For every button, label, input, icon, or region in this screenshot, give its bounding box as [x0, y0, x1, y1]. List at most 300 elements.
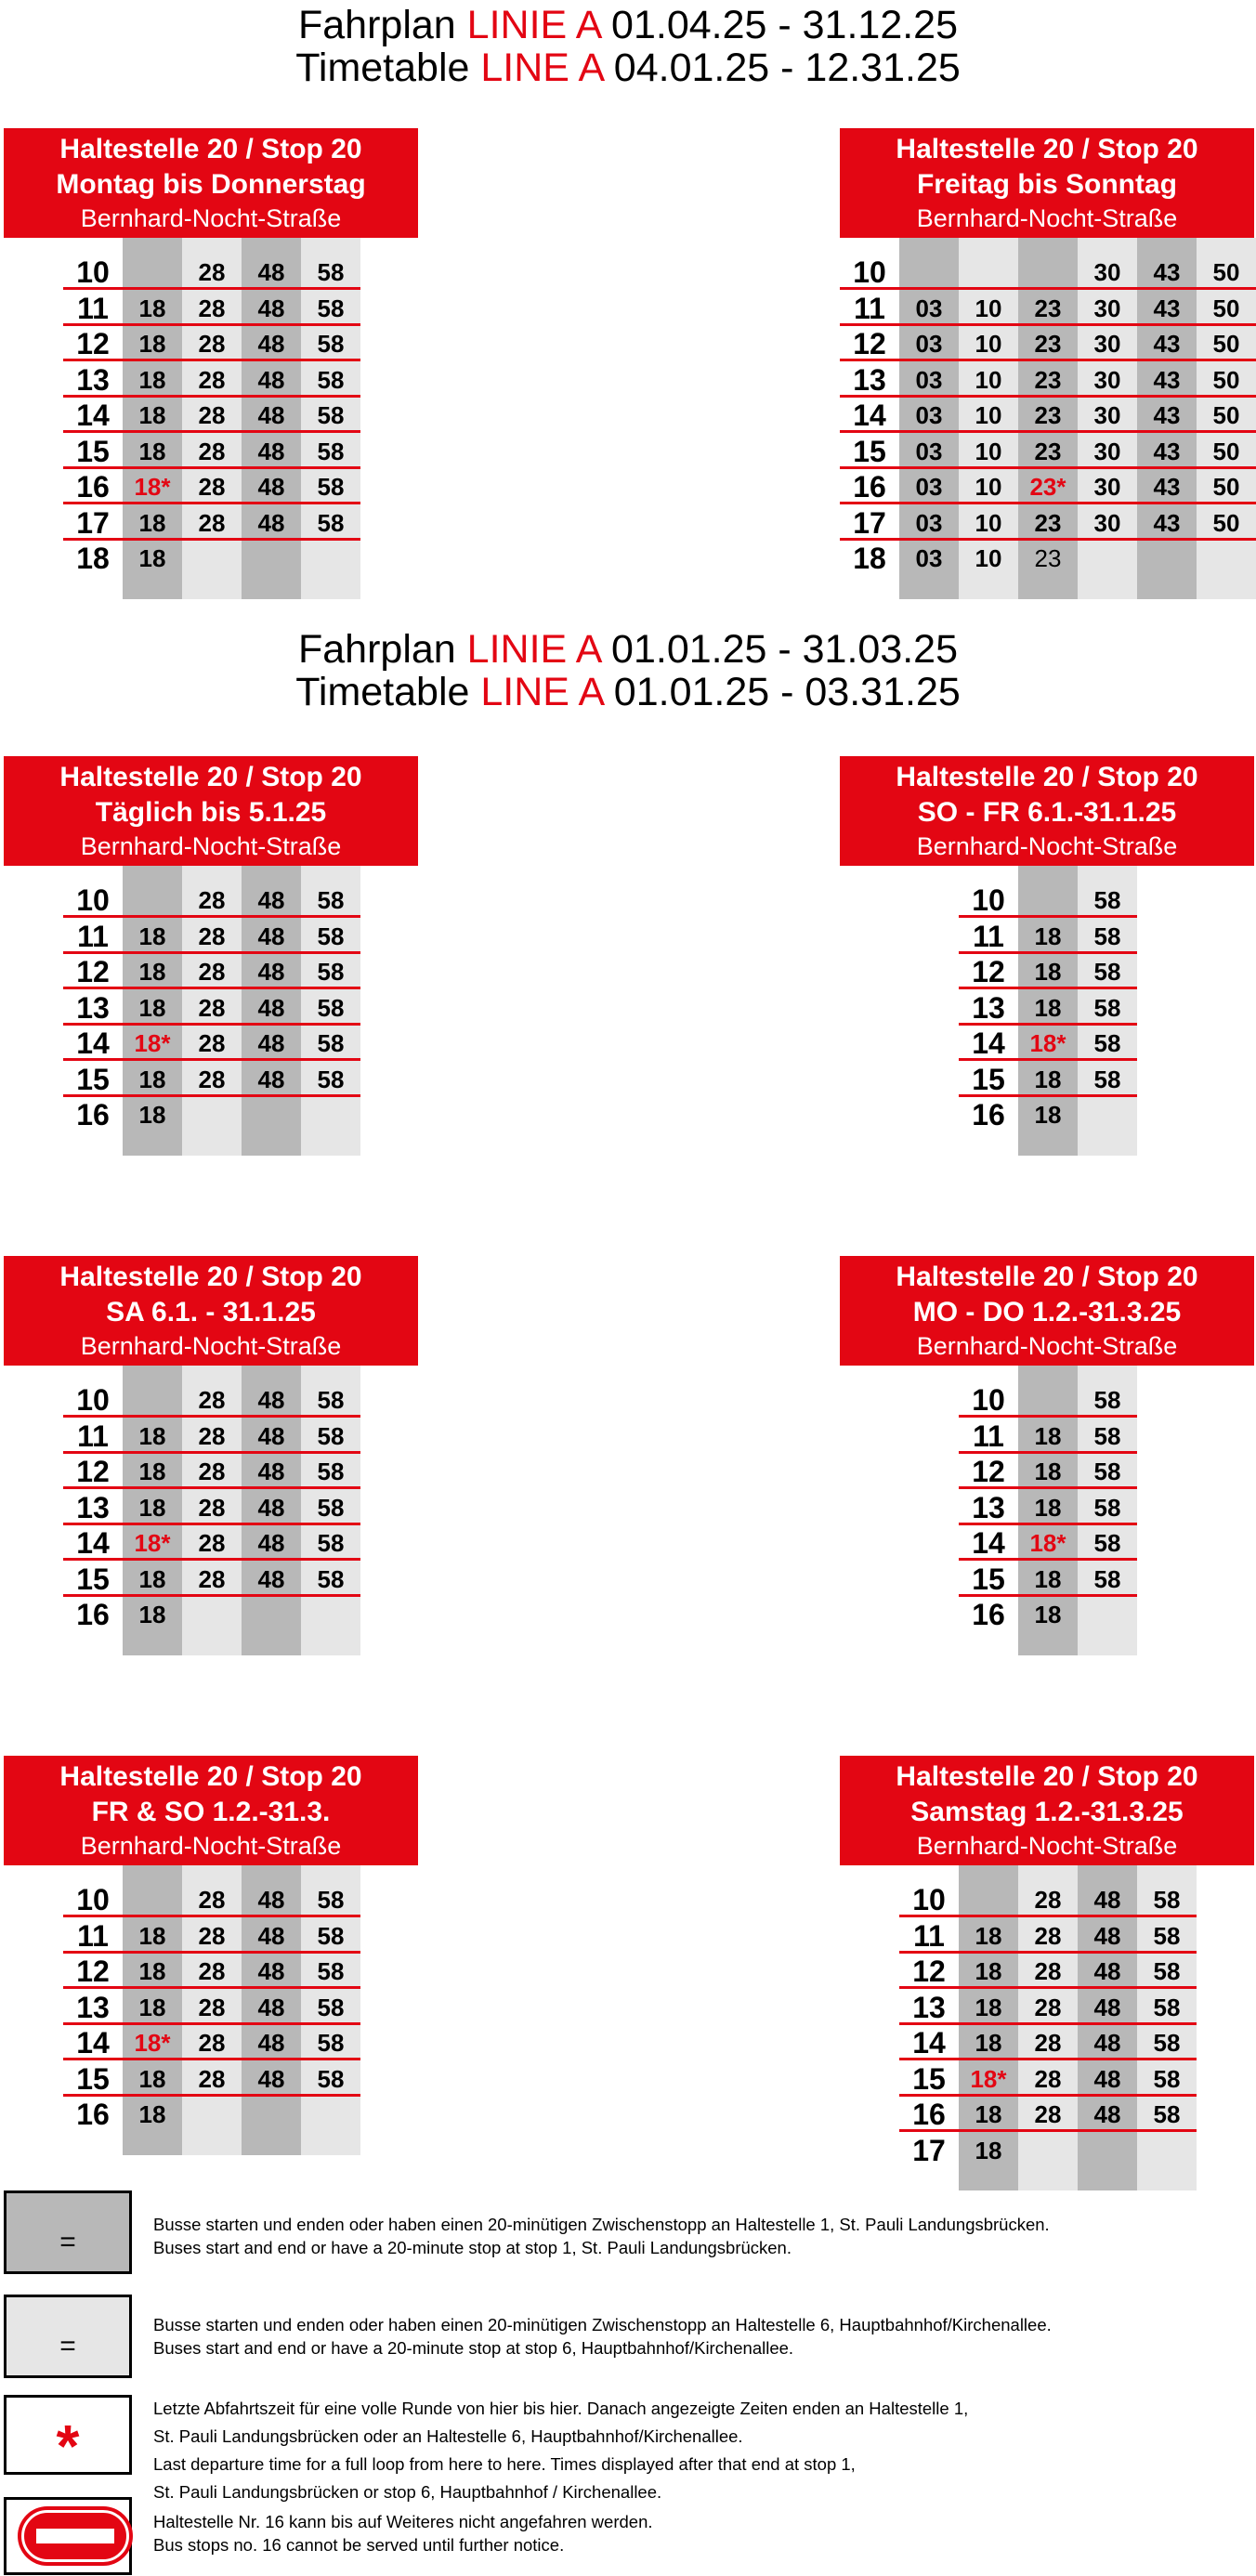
equals-sign: =	[59, 2331, 76, 2361]
header-l2: Montag bis Donnerstag	[56, 169, 366, 200]
timetable-row	[63, 1382, 360, 1418]
legend-asterisk-box	[4, 2395, 132, 2479]
departure-minute: 28	[198, 922, 226, 950]
departure-minute: 28	[1034, 2029, 1062, 2057]
departure-minute: 48	[1093, 1957, 1121, 1985]
header-l3: Bernhard-Nocht-Straße	[916, 832, 1178, 860]
timetable-row	[63, 1525, 360, 1561]
departure-minute: 18	[138, 544, 166, 572]
departure-minute: 30	[1093, 330, 1121, 358]
timetable-row	[959, 919, 1137, 954]
timetable-row	[899, 2097, 1197, 2132]
departure-minute: 10	[975, 365, 1002, 394]
hour-label: 14	[76, 399, 110, 432]
header-l3: Bernhard-Nocht-Straße	[916, 204, 1178, 232]
departure-minute: 50	[1212, 365, 1240, 394]
timetable-row	[63, 505, 360, 541]
timetable-row	[899, 2133, 1197, 2168]
timetable-row	[63, 398, 360, 433]
departure-minute: 28	[198, 473, 226, 501]
stop-header	[4, 1256, 418, 1366]
departure-minute: 18	[138, 294, 166, 322]
timetable-row	[840, 398, 1256, 433]
hour-label: 14	[76, 2026, 110, 2059]
header-l1: Haltestelle 20 / Stop 20	[896, 762, 1198, 792]
departure-minute: 58	[1093, 1564, 1121, 1593]
departure-minute: 23	[1034, 330, 1062, 358]
departure-minute: 58	[317, 258, 345, 286]
timetable-row	[959, 1454, 1137, 1489]
departure-minute: 58	[317, 401, 345, 429]
legend-asterisk-text	[153, 2395, 968, 2506]
departure-minute: 58	[317, 922, 345, 950]
departure-minute: 58	[1093, 922, 1121, 950]
hour-label: 16	[912, 2098, 946, 2131]
hour-label: 11	[77, 1419, 109, 1453]
departure-minute: 03	[915, 294, 943, 322]
hour-label: 13	[853, 362, 886, 397]
timetable-row	[959, 1597, 1137, 1632]
departure-minute: 58	[1093, 1421, 1121, 1450]
hour-label: 13	[972, 1490, 1005, 1524]
departure-minute: 58	[1153, 2029, 1181, 2057]
departure-minute: 18	[1034, 1601, 1062, 1628]
departure-minute: 10	[975, 544, 1002, 572]
departure-minute: 18	[138, 1601, 166, 1628]
timetable-row	[63, 919, 360, 954]
departure-minute: 58	[317, 958, 345, 986]
departure-minute: 48	[1093, 2029, 1121, 2057]
departure-minute: 43	[1153, 401, 1181, 429]
hour-label: 14	[972, 1526, 1005, 1560]
departure-minute: 18*	[970, 2064, 1007, 2093]
timetable-row	[899, 1990, 1197, 2025]
departure-minute: 28	[198, 1029, 226, 1057]
departure-minute: 18	[975, 2029, 1002, 2057]
departure-minute: 10	[975, 473, 1002, 501]
header-l1: Haltestelle 20 / Stop 20	[59, 1761, 362, 1792]
hour-label: 16	[76, 2098, 110, 2131]
departure-minute: 48	[257, 1065, 285, 1093]
timetable-row	[840, 434, 1256, 469]
timetable-row	[840, 505, 1256, 541]
header-l3: Bernhard-Nocht-Straße	[916, 1332, 1178, 1360]
timetable-title-en-1: Timetable LINE A 04.01.25 - 12.31.25	[295, 46, 961, 90]
header-l1: Haltestelle 20 / Stop 20	[896, 134, 1198, 164]
departure-minute: 50	[1212, 437, 1240, 465]
stop-header	[4, 1756, 418, 1865]
departure-minute: 18	[138, 1493, 166, 1522]
departure-minute: 18	[138, 2100, 166, 2128]
departure-minute: 18	[138, 922, 166, 950]
departure-minute: 58	[1153, 1957, 1181, 1985]
hour-label: 12	[76, 327, 110, 360]
departure-minute: 28	[198, 1386, 226, 1414]
departure-minute: 23	[1034, 294, 1062, 322]
header-l2: Täglich bis 5.1.25	[95, 797, 327, 828]
departure-minute: 23*	[1029, 473, 1066, 501]
hour-label: 16	[972, 1598, 1005, 1631]
timetable-row	[63, 326, 360, 361]
departure-minute: 50	[1212, 401, 1240, 429]
hour-label: 12	[972, 955, 1005, 988]
departure-minute: 58	[317, 1529, 345, 1557]
header-l2: Samstag 1.2.-31.3.25	[910, 1797, 1184, 1827]
hour-label: 12	[76, 955, 110, 988]
legend-asterisk-de-1: Letzte Abfahrtszeit für eine volle Runde von hier bis hier. Danach angezeigte Zeiten enden an Haltestelle 1,	[153, 2399, 969, 2418]
header-l1: Haltestelle 20 / Stop 20	[59, 134, 362, 164]
departure-minute: 58	[317, 365, 345, 394]
departure-minute: 48	[257, 1564, 285, 1593]
hour-label: 11	[77, 291, 109, 325]
timetable-grid	[63, 866, 360, 1156]
timetable-row	[63, 255, 360, 290]
header-l2: SO - FR 6.1.-31.1.25	[917, 797, 1177, 828]
hour-label: 14	[76, 1526, 110, 1560]
departure-minute: 28	[198, 401, 226, 429]
departure-minute: 43	[1153, 258, 1181, 286]
departure-minute: 18	[975, 1921, 1002, 1950]
departure-minute: 18	[138, 508, 166, 537]
departure-minute: 50	[1212, 294, 1240, 322]
departure-minute: 18	[1034, 1493, 1062, 1522]
departure-minute: 28	[198, 958, 226, 986]
hour-label: 11	[77, 1918, 109, 1953]
departure-minute: 18*	[134, 473, 171, 501]
departure-minute: 58	[1093, 1029, 1121, 1057]
hour-label: 11	[77, 919, 109, 953]
header-l3: Bernhard-Nocht-Straße	[80, 1832, 342, 1860]
departure-minute: 48	[257, 437, 285, 465]
legend-stop-text	[153, 2510, 653, 2556]
departure-minute: 48	[257, 1529, 285, 1557]
departure-minute: 58	[317, 473, 345, 501]
timetable-row	[63, 2061, 360, 2097]
timetable-row	[959, 1382, 1137, 1418]
hour-label: 10	[853, 255, 886, 289]
departure-minute: 10	[975, 437, 1002, 465]
departure-minute: 18	[138, 993, 166, 1022]
equals-sign: =	[59, 2227, 76, 2257]
departure-minute: 28	[1034, 2100, 1062, 2128]
departure-minute: 48	[257, 1386, 285, 1414]
departure-minute: 18	[138, 401, 166, 429]
departure-minute: 28	[198, 1957, 226, 1985]
hour-label: 10	[76, 255, 110, 289]
departure-minute: 48	[1093, 2064, 1121, 2093]
departure-minute: 28	[198, 258, 226, 286]
departure-minute: 03	[915, 544, 943, 572]
hour-label: 12	[972, 1455, 1005, 1488]
departure-minute: 10	[975, 330, 1002, 358]
header-l3: Bernhard-Nocht-Straße	[916, 1832, 1178, 1860]
timetable-grid	[63, 238, 360, 599]
departure-minute: 58	[1153, 2064, 1181, 2093]
timetable-row	[899, 2025, 1197, 2060]
departure-minute: 43	[1153, 365, 1181, 394]
timetable-grid	[959, 1366, 1137, 1655]
departure-minute: 18	[138, 2064, 166, 2093]
departure-minute: 28	[198, 1921, 226, 1950]
departure-minute: 58	[317, 294, 345, 322]
no-entry-box	[4, 2497, 132, 2575]
timetable-row	[959, 1026, 1137, 1061]
departure-minute: 58	[317, 1493, 345, 1522]
departure-minute: 30	[1093, 294, 1121, 322]
departure-minute: 28	[198, 437, 226, 465]
departure-minute: 30	[1093, 508, 1121, 537]
hour-label: 10	[912, 1883, 946, 1916]
departure-minute: 18	[138, 437, 166, 465]
departure-minute: 58	[1153, 2100, 1181, 2128]
timetable-row	[63, 2097, 360, 2132]
timetable-row	[840, 541, 1256, 576]
header-l1: Haltestelle 20 / Stop 20	[896, 1761, 1198, 1792]
departure-minute: 43	[1153, 330, 1181, 358]
timetable-row	[63, 434, 360, 469]
departure-minute: 48	[1093, 1886, 1121, 1914]
stop-header	[4, 756, 418, 866]
timetable-row	[899, 1882, 1197, 1917]
departure-minute: 48	[1093, 2100, 1121, 2128]
timetable-row	[63, 1097, 360, 1132]
departure-minute: 30	[1093, 473, 1121, 501]
departure-minute: 50	[1212, 258, 1240, 286]
departure-minute: 10	[975, 508, 1002, 537]
hour-label: 10	[76, 1883, 110, 1916]
departure-minute: 18	[975, 2136, 1002, 2164]
hour-label: 17	[912, 2133, 946, 2167]
departure-minute: 58	[317, 437, 345, 465]
timetable-row	[959, 1490, 1137, 1525]
departure-minute: 48	[257, 1993, 285, 2021]
timetable-row	[63, 1562, 360, 1597]
departure-minute: 18*	[134, 2029, 171, 2057]
departure-minute: 28	[198, 1564, 226, 1593]
hour-label: 13	[76, 1990, 110, 2024]
departure-minute: 28	[198, 993, 226, 1022]
departure-minute: 48	[257, 401, 285, 429]
header-l1: Haltestelle 20 / Stop 20	[59, 1262, 362, 1292]
hour-label: 15	[972, 1562, 1005, 1596]
departure-minute: 03	[915, 365, 943, 394]
departure-minute: 28	[198, 1421, 226, 1450]
departure-minute: 18	[138, 1564, 166, 1593]
timetable-row	[899, 1918, 1197, 1954]
departure-minute: 48	[257, 958, 285, 986]
legend-stop-de: Haltestelle Nr. 16 kann bis auf Weiteres nicht angefahren werden.	[153, 2512, 653, 2531]
timetable-grid	[63, 1865, 360, 2155]
timetable-row	[63, 1026, 360, 1061]
hour-label: 12	[912, 1955, 946, 1988]
departure-minute: 43	[1153, 437, 1181, 465]
header-l3: Bernhard-Nocht-Straße	[80, 204, 342, 232]
departure-minute: 28	[198, 508, 226, 537]
departure-minute: 28	[198, 886, 226, 914]
departure-minute: 58	[317, 993, 345, 1022]
departure-minute: 23	[1034, 437, 1062, 465]
departure-minute: 18	[1034, 958, 1062, 986]
hour-label: 14	[912, 2026, 946, 2059]
timetable-row	[959, 954, 1137, 989]
hour-label: 18	[853, 542, 886, 575]
departure-minute: 18	[1034, 1458, 1062, 1485]
departure-minute: 03	[915, 401, 943, 429]
hour-label: 13	[76, 1490, 110, 1524]
departure-minute: 18*	[134, 1029, 171, 1057]
departure-minute: 28	[198, 1065, 226, 1093]
departure-minute: 58	[1093, 958, 1121, 986]
departure-minute: 18	[1034, 922, 1062, 950]
hour-label: 17	[853, 505, 886, 540]
hour-label: 15	[912, 2061, 946, 2096]
departure-minute: 48	[257, 993, 285, 1022]
hour-label: 15	[76, 1562, 110, 1596]
departure-minute: 58	[317, 1386, 345, 1414]
timetable-grid	[63, 1366, 360, 1655]
hour-label: 15	[853, 434, 886, 468]
header-l1: Haltestelle 20 / Stop 20	[59, 762, 362, 792]
stop-header	[840, 1756, 1254, 1865]
departure-minute: 28	[198, 1458, 226, 1485]
hour-label: 15	[76, 1062, 110, 1096]
departure-minute: 48	[257, 1493, 285, 1522]
timetable-grid	[840, 238, 1256, 599]
legend-dark-en: Buses start and end or have a 20-minute stop at stop 1, St. Pauli Landungsbrücken.	[153, 2238, 792, 2257]
departure-minute: 28	[1034, 1957, 1062, 1985]
departure-minute: 18	[138, 1993, 166, 2021]
hour-label: 14	[853, 399, 886, 432]
departure-minute: 48	[257, 1029, 285, 1057]
legend-asterisk-en-2: St. Pauli Landungsbrücken or stop 6, Hauptbahnhof / Kirchenallee.	[153, 2482, 662, 2502]
departure-minute: 18	[1034, 1421, 1062, 1450]
hour-label: 18	[76, 542, 110, 575]
hour-label: 11	[973, 1419, 1004, 1453]
legend-asterisk-en-1: Last departure time for a full loop from here to here. Times displayed after that end at stop 1,	[153, 2454, 856, 2474]
departure-minute: 23	[1034, 508, 1062, 537]
departure-minute: 30	[1093, 365, 1121, 394]
timetable-row	[840, 291, 1256, 326]
departure-minute: 18	[975, 1993, 1002, 2021]
timetable-title-de-1: Fahrplan LINIE A 01.04.25 - 31.12.25	[297, 3, 959, 47]
departure-minute: 18*	[1029, 1029, 1066, 1057]
departure-minute: 28	[198, 2064, 226, 2093]
timetable-row	[63, 2025, 360, 2060]
departure-minute: 58	[1153, 1886, 1181, 1914]
timetable-row	[63, 1882, 360, 1917]
departure-minute: 58	[1093, 1458, 1121, 1485]
departure-minute: 10	[975, 294, 1002, 322]
departure-minute: 48	[1093, 1921, 1121, 1950]
timetable-row	[959, 1062, 1137, 1097]
departure-minute: 18	[1034, 993, 1062, 1022]
departure-minute: 28	[1034, 2064, 1062, 2093]
departure-minute: 28	[198, 330, 226, 358]
timetable-row	[840, 326, 1256, 361]
departure-minute: 18	[138, 1421, 166, 1450]
timetable-row	[63, 1454, 360, 1489]
header-l2: SA 6.1. - 31.1.25	[106, 1297, 316, 1327]
hour-label: 16	[76, 1598, 110, 1631]
departure-minute: 03	[915, 437, 943, 465]
departure-minute: 58	[317, 2064, 345, 2093]
hour-label: 16	[972, 1098, 1005, 1131]
legend-dark-de: Busse starten und enden oder haben einen 20-minütigen Zwischenstopp an Haltestelle 1, St. Pauli Landungsbrücken.	[153, 2215, 1050, 2234]
departure-minute: 48	[257, 1921, 285, 1950]
hour-label: 13	[76, 990, 110, 1025]
departure-minute: 03	[915, 508, 943, 537]
timetable-grid	[959, 866, 1137, 1156]
legend-stop-en: Bus stops no. 16 cannot be served until further notice.	[153, 2535, 565, 2555]
hour-label: 10	[972, 883, 1005, 917]
timetable-row	[63, 1062, 360, 1097]
departure-minute: 48	[257, 365, 285, 394]
timetable-row	[63, 362, 360, 398]
legend-light-en: Buses start and end or have a 20-minute stop at stop 6, Hauptbahnhof/Kirchenallee.	[153, 2338, 794, 2358]
header-l2: FR & SO 1.2.-31.3.	[91, 1797, 331, 1827]
timetable-row	[840, 469, 1256, 504]
departure-minute: 48	[257, 508, 285, 537]
departure-minute: 28	[198, 1993, 226, 2021]
departure-minute: 58	[317, 1421, 345, 1450]
header-l3: Bernhard-Nocht-Straße	[80, 1332, 342, 1360]
hour-label: 11	[854, 291, 885, 325]
timetable-row	[63, 1597, 360, 1632]
hour-label: 12	[76, 1455, 110, 1488]
departure-minute: 18	[138, 365, 166, 394]
departure-minute: 58	[1093, 993, 1121, 1022]
timetable-row	[63, 990, 360, 1026]
departure-minute: 50	[1212, 330, 1240, 358]
departure-minute: 58	[1093, 1386, 1121, 1414]
timetable-row	[63, 1419, 360, 1454]
departure-minute: 28	[198, 1493, 226, 1522]
hour-label: 13	[912, 1990, 946, 2024]
timetable-row	[959, 883, 1137, 918]
timetable-row	[959, 990, 1137, 1026]
departure-minute: 28	[1034, 1921, 1062, 1950]
hour-label: 12	[76, 1955, 110, 1988]
departure-minute: 03	[915, 330, 943, 358]
header-l2: Freitag bis Sonntag	[916, 169, 1178, 200]
departure-minute: 50	[1212, 473, 1240, 501]
timetable-row	[959, 1097, 1137, 1132]
timetable-row	[840, 255, 1256, 290]
departure-minute: 58	[1153, 1993, 1181, 2021]
departure-minute: 28	[198, 365, 226, 394]
departure-minute: 48	[257, 330, 285, 358]
stop-header	[840, 1256, 1254, 1366]
departure-minute: 48	[257, 2064, 285, 2093]
departure-minute: 58	[317, 1065, 345, 1093]
header-l3: Bernhard-Nocht-Straße	[80, 832, 342, 860]
timetable-grid	[899, 1865, 1197, 2190]
departure-minute: 28	[198, 294, 226, 322]
legend-dark-text	[153, 2213, 1050, 2259]
departure-minute: 18	[138, 1957, 166, 1985]
hour-label: 14	[972, 1026, 1005, 1060]
hour-label: 16	[76, 1098, 110, 1131]
timetable-row	[63, 954, 360, 989]
departure-minute: 30	[1093, 258, 1121, 286]
timetable-row	[959, 1562, 1137, 1597]
departure-minute: 10	[975, 401, 1002, 429]
departure-minute: 58	[1093, 1493, 1121, 1522]
departure-minute: 43	[1153, 508, 1181, 537]
departure-minute: 48	[257, 922, 285, 950]
departure-minute: 18	[975, 2100, 1002, 2128]
departure-minute: 58	[317, 1921, 345, 1950]
